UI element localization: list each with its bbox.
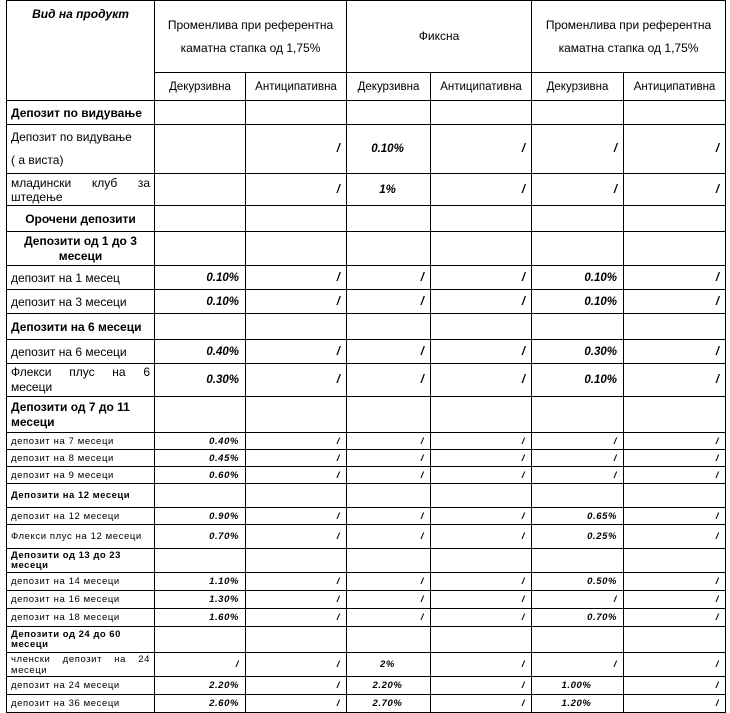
value-cell: / — [431, 340, 532, 364]
table-row — [7, 433, 726, 450]
row-label: депозит на 16 месеци — [7, 591, 155, 609]
row-label: депозит на 36 месеци — [7, 695, 155, 713]
table-row — [7, 573, 726, 591]
value-cell: 2% — [347, 653, 431, 677]
section-row — [7, 232, 726, 266]
subheader-anticipative: Антиципативна — [246, 73, 347, 101]
table-row — [7, 508, 726, 525]
value-cell: / — [431, 573, 532, 591]
value-cell: / — [624, 677, 726, 695]
section-label: Депозити од 1 до 3 месеци — [7, 232, 155, 266]
section-label: Орочени депозити — [7, 206, 155, 232]
value-cell: 0.30% — [155, 364, 246, 397]
table-row — [7, 290, 726, 314]
value-cell: / — [246, 174, 347, 206]
subheader-anticipative: Антиципативна — [431, 73, 532, 101]
section-row — [7, 314, 726, 340]
value-cell: / — [431, 433, 532, 450]
value-cell: / — [347, 467, 431, 484]
value-cell — [155, 125, 246, 174]
value-cell: / — [431, 174, 532, 206]
row-label: членски депозит на 24 месеци — [7, 653, 155, 677]
value-cell: / — [246, 525, 347, 549]
table-row — [7, 525, 726, 549]
value-cell: / — [246, 450, 347, 467]
value-cell: / — [624, 467, 726, 484]
row-label: депозит на 8 месеци — [7, 450, 155, 467]
header-product-type: Вид на продукт — [7, 1, 155, 101]
value-cell: / — [532, 450, 624, 467]
section-row — [7, 206, 726, 232]
value-cell: 0.50% — [532, 573, 624, 591]
value-cell: 1.20% — [532, 695, 624, 713]
value-cell: 0.10% — [155, 290, 246, 314]
interest-rate-table — [6, 0, 726, 713]
value-cell: 0.40% — [155, 340, 246, 364]
value-cell: / — [347, 450, 431, 467]
value-cell: / — [431, 591, 532, 609]
value-cell: / — [347, 609, 431, 627]
value-cell: 0.10% — [532, 364, 624, 397]
row-label: младински клуб за штедење — [7, 174, 155, 206]
table-row — [7, 467, 726, 484]
value-cell: / — [431, 695, 532, 713]
row-label: депозит на 12 месеци — [7, 508, 155, 525]
row-label: депозит на 6 месеци — [7, 340, 155, 364]
section-label: Депозити на 6 месеци — [7, 314, 155, 340]
value-cell: 0.70% — [155, 525, 246, 549]
value-cell: / — [246, 573, 347, 591]
section-row — [7, 397, 726, 433]
value-cell: / — [431, 364, 532, 397]
section-label: Депозити од 13 до 23 месеци — [7, 549, 155, 573]
value-cell: 2.60% — [155, 695, 246, 713]
value-cell: 0.10% — [532, 290, 624, 314]
value-cell: / — [624, 125, 726, 174]
value-cell: / — [347, 266, 431, 290]
value-cell: / — [624, 433, 726, 450]
value-cell: / — [431, 609, 532, 627]
value-cell: / — [624, 525, 726, 549]
value-cell: / — [624, 653, 726, 677]
value-cell: / — [347, 508, 431, 525]
row-label: депозит на 9 месеци — [7, 467, 155, 484]
value-cell: / — [347, 573, 431, 591]
value-cell: / — [431, 525, 532, 549]
value-cell: / — [246, 266, 347, 290]
value-cell: 0.65% — [532, 508, 624, 525]
header-variable-rate-2: Променлива при референтна каматна стапка од 1,75% — [532, 1, 726, 73]
row-label-line2: ( а виста) — [11, 153, 64, 167]
subheader-decursive: Декурзивна — [532, 73, 624, 101]
value-cell: / — [624, 174, 726, 206]
subheader-decursive: Декурзивна — [347, 73, 431, 101]
section-label: Депозити од 7 до 11 месеци — [7, 397, 155, 433]
value-cell: / — [624, 290, 726, 314]
value-cell: / — [624, 591, 726, 609]
section-label: Депозит по видување — [7, 101, 155, 125]
value-cell: / — [431, 653, 532, 677]
value-cell: 0.10% — [347, 125, 431, 174]
value-cell — [155, 174, 246, 206]
value-cell: / — [246, 508, 347, 525]
value-cell: / — [246, 433, 347, 450]
row-label: Флекси плус на 6 месеци — [7, 364, 155, 397]
value-cell: / — [532, 591, 624, 609]
value-cell: / — [246, 467, 347, 484]
row-label: депозит на 24 месеци — [7, 677, 155, 695]
value-cell: / — [431, 290, 532, 314]
row-label: депозит на 7 месеци — [7, 433, 155, 450]
value-cell: 0.30% — [532, 340, 624, 364]
value-cell: 1.10% — [155, 573, 246, 591]
value-cell: / — [532, 125, 624, 174]
value-cell: / — [347, 525, 431, 549]
table-row — [7, 174, 726, 206]
value-cell: / — [347, 591, 431, 609]
value-cell: 0.90% — [155, 508, 246, 525]
value-cell: 2.20% — [347, 677, 431, 695]
value-cell: / — [624, 266, 726, 290]
section-row — [7, 627, 726, 653]
value-cell: / — [246, 290, 347, 314]
row-label: депозит на 14 месеци — [7, 573, 155, 591]
section-label: Депозити на 12 месеци — [7, 484, 155, 508]
value-cell: / — [246, 653, 347, 677]
section-label: Депозити од 24 до 60 месеци — [7, 627, 155, 653]
value-cell: 0.60% — [155, 467, 246, 484]
table-row — [7, 364, 726, 397]
value-cell: 1% — [347, 174, 431, 206]
value-cell: / — [246, 677, 347, 695]
subheader-anticipative: Антиципативна — [624, 73, 726, 101]
table-row — [7, 653, 726, 677]
row-label: депозит на 18 месеци — [7, 609, 155, 627]
value-cell: / — [347, 290, 431, 314]
value-cell: 0.10% — [155, 266, 246, 290]
value-cell: / — [624, 573, 726, 591]
table-row — [7, 266, 726, 290]
value-cell: / — [624, 340, 726, 364]
value-cell: / — [532, 467, 624, 484]
value-cell: / — [246, 125, 347, 174]
value-cell: 0.40% — [155, 433, 246, 450]
value-cell: 2.70% — [347, 695, 431, 713]
row-label-line1: Депозит по видување — [11, 130, 132, 144]
value-cell: / — [624, 609, 726, 627]
row-label: депозит на 1 месец — [7, 266, 155, 290]
section-row — [7, 484, 726, 508]
value-cell: 1.00% — [532, 677, 624, 695]
value-cell: / — [347, 340, 431, 364]
header-variable-rate-1: Променлива при референтна каматна стапка од 1,75% — [155, 1, 347, 73]
value-cell: / — [246, 364, 347, 397]
value-cell: / — [431, 450, 532, 467]
value-cell: 0.25% — [532, 525, 624, 549]
value-cell: / — [431, 508, 532, 525]
value-cell: / — [532, 653, 624, 677]
row-label — [7, 125, 155, 174]
value-cell: / — [347, 433, 431, 450]
value-cell: / — [246, 591, 347, 609]
value-cell: 0.70% — [532, 609, 624, 627]
table-row — [7, 609, 726, 627]
section-row — [7, 549, 726, 573]
value-cell: / — [246, 340, 347, 364]
value-cell: / — [155, 653, 246, 677]
subheader-decursive: Декурзивна — [155, 73, 246, 101]
table-row — [7, 450, 726, 467]
value-cell: / — [431, 677, 532, 695]
value-cell: / — [246, 609, 347, 627]
value-cell: / — [431, 125, 532, 174]
value-cell: / — [246, 695, 347, 713]
header-fixed-rate: Фиксна — [347, 1, 532, 73]
value-cell: 0.45% — [155, 450, 246, 467]
value-cell: / — [431, 467, 532, 484]
row-label: депозит на 3 месеци — [7, 290, 155, 314]
value-cell: 1.60% — [155, 609, 246, 627]
value-cell: 0.10% — [532, 266, 624, 290]
section-row — [7, 101, 726, 125]
value-cell: / — [624, 508, 726, 525]
table-row — [7, 125, 726, 174]
table-row — [7, 591, 726, 609]
row-label: Флекси плус на 12 месеци — [7, 525, 155, 549]
value-cell: / — [624, 364, 726, 397]
value-cell: 2.20% — [155, 677, 246, 695]
value-cell: 1.30% — [155, 591, 246, 609]
table-row — [7, 340, 726, 364]
value-cell: / — [431, 266, 532, 290]
table-row — [7, 677, 726, 695]
value-cell: / — [624, 450, 726, 467]
value-cell: / — [532, 174, 624, 206]
value-cell: / — [347, 364, 431, 397]
value-cell: / — [532, 433, 624, 450]
value-cell: / — [624, 695, 726, 713]
